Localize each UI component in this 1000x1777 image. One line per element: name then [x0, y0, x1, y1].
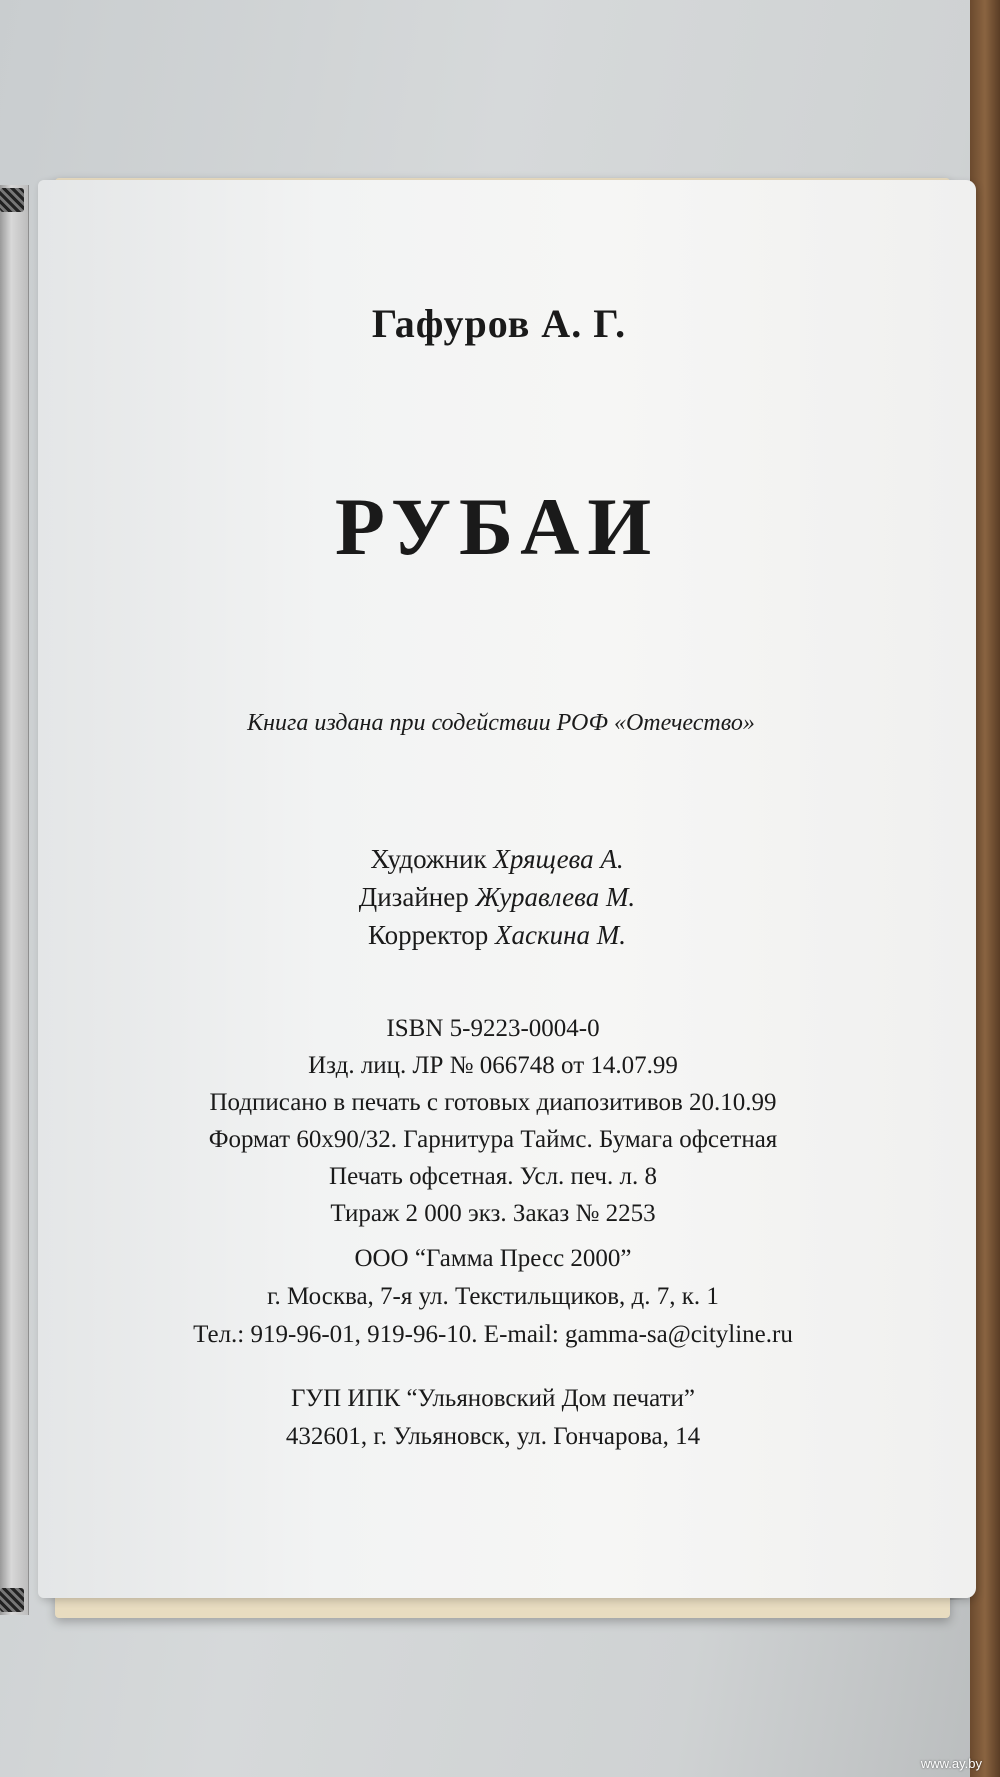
publisher-name: ООО “Гамма Пресс 2000”: [354, 1245, 632, 1272]
page-content: [38, 180, 976, 1598]
author-name: Гафуров А. Г.: [371, 301, 627, 346]
isbn-line: ISBN 5-9223-0004-0: [386, 1015, 600, 1042]
printer-name: ГУП ИПК “Ульяновский Дом печати”: [290, 1385, 696, 1412]
publisher-block: [38, 1240, 976, 1354]
format-line: Формат 60х90/32. Гарнитура Таймс. Бумага офсетная: [208, 1126, 778, 1153]
credits-block: [38, 840, 976, 954]
signed-to-print-line: Подписано в печать с готовых диапозитивов 20.10.99: [209, 1089, 777, 1116]
publication-note: Книга издана при содействии РОФ «Отечество»: [247, 710, 755, 736]
imprint-block: [38, 1010, 976, 1232]
credit-role: Корректор: [367, 920, 489, 950]
credit-name: Журавлева М.: [475, 882, 636, 912]
binding-thread-top: [0, 188, 24, 212]
book-title: РУБАИ: [334, 481, 660, 572]
credit-name: Хаскина М.: [495, 920, 627, 950]
credit-role: Дизайнер: [358, 882, 469, 912]
credit-proofreader: [28, 916, 966, 954]
printing-line: Печать офсетная. Усл. печ. л. 8: [329, 1163, 657, 1190]
publisher-address: г. Москва, 7-я ул. Текстильщиков, д. 7, к. 1: [267, 1283, 719, 1310]
license-line: Изд. лиц. ЛР № 066748 от 14.07.99: [308, 1052, 678, 1079]
site-watermark: www.ay.by: [920, 1756, 982, 1771]
credit-designer: [28, 878, 966, 916]
binding-thread-bottom: [0, 1588, 24, 1612]
credit-name: Хрящева А.: [493, 844, 624, 874]
circulation-line: Тираж 2 000 экз. Заказ № 2253: [330, 1200, 656, 1227]
printer-address: 432601, г. Ульяновск, ул. Гончарова, 14: [285, 1423, 701, 1450]
publisher-contacts: Тел.: 919-96-01, 919-96-10. E-mail: gamma-sa@cityline.ru: [193, 1321, 793, 1348]
credit-artist: [28, 840, 966, 878]
printer-block: [38, 1380, 976, 1456]
credit-role: Художник: [370, 844, 487, 874]
